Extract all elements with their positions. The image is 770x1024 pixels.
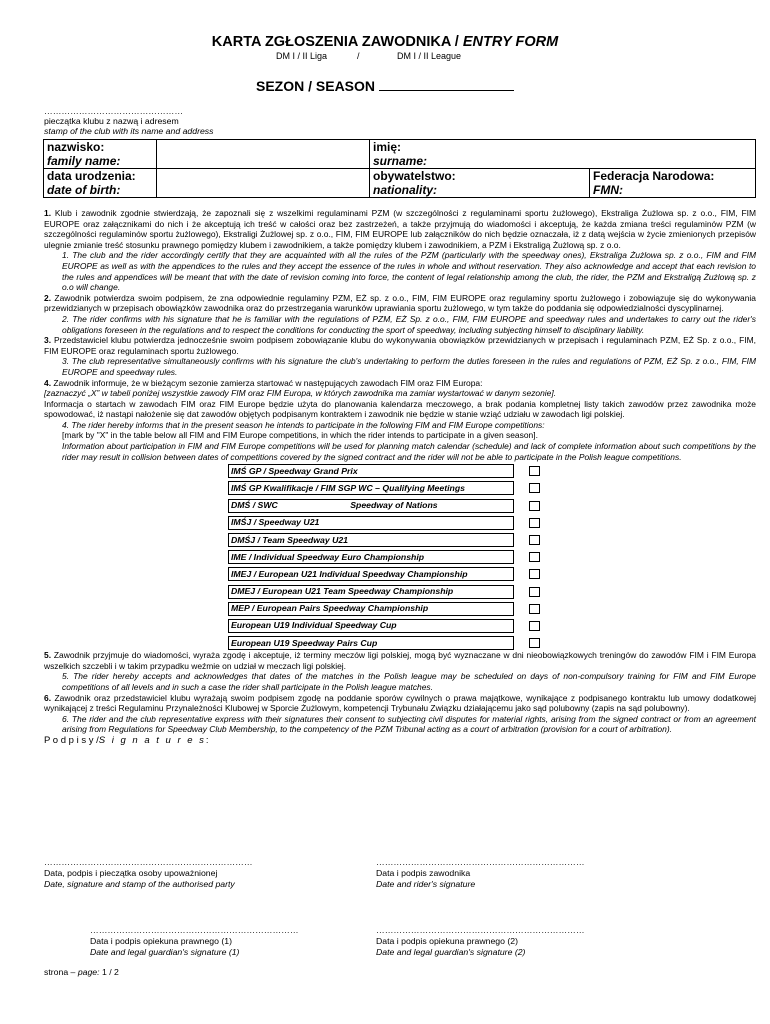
league-subtitle: DM I / II Liga / DM I / II League (276, 51, 462, 61)
rider-signature-label-en: Date and rider's signature (376, 879, 476, 889)
competition-name: European U19 Speedway Pairs Cup (229, 637, 514, 650)
competition-name: DMŚJ / Team Speedway U21 (229, 534, 514, 547)
clause-4-pl: 4. Zawodnik informuje, że w bieżącym sezonie zamierza startować w następujących zawodach FIM oraz FIM Europa: (44, 377, 483, 388)
competition-checkbox[interactable] (529, 587, 540, 597)
competition-name: DMŚ / SWC Speedway of Nations (229, 499, 514, 512)
season-label: SEZON / SEASON (256, 78, 376, 94)
competition-row (229, 499, 542, 512)
signature-dots: ……………………………………………………………… (376, 857, 585, 867)
competition-checkbox[interactable] (529, 552, 540, 562)
competition-name: IMEJ / European U21 Individual Speedway Championship (229, 568, 514, 581)
first-name-cell[interactable]: imię: surname: (370, 140, 756, 169)
competition-row (229, 516, 542, 529)
clause-1-pl: 1. Klub i zawodnik zgodnie stwierdzają, że zapoznali się z wszelkimi regulaminami PZM (w szczególności z regulaminami sportu żużlowego), Ekstraliga Żużlowa sp. z o.o., FIM, FIM EUROPE oraz załącznikami do nich i że akceptują ich treść w całości oraz bez zastrzeżeń, a także przyjmują do wiadomości i akceptują, że każda zmiana treści regulaminów PZM (w szczególności regulaminów sportu żużlowego), Ekstraligi Żużlowej sp. z o.o., FIM, FIM EUROPE lub załączników do nich będzie oznaczała, iż z datą wejścia w życie zmienionych przepisów ulegnie zmianie treść stosunku prawnego pomiędzy klubem i zawodnikiem, a także pomiędzy klubem i zawodnikiem, a PZM i Ekstraligą Żużlową sp. z o.o. (44, 208, 756, 250)
guardian-1-label-en: Date and legal guardian's signature (1) (90, 947, 240, 957)
signature-dots: ……………………………………………………………… (44, 857, 253, 867)
stamp-dots: ………………………………………… (44, 106, 183, 116)
competition-name: DMEJ / European U21 Team Speedway Championship (229, 585, 514, 598)
clause-6-en: 6. The rider and the club representative express with their signatures their consent to subjecting civil disputes for material rights, arising from the signed contract or from an agreement arising from Regulations for Speedway Club Membership, to the competency of the PZM Tribunal acting as a court of arbitration (provision for a court of arbitration). (62, 713, 756, 735)
rider-signature-block[interactable] (376, 857, 585, 890)
title-pl: KARTA ZGŁOSZENIA ZAWODNIKA / (211, 34, 459, 50)
competition-checkbox[interactable] (529, 621, 540, 631)
competition-row (229, 637, 542, 650)
page-footer: strona – page: 1 / 2 (44, 967, 119, 977)
competition-row (229, 551, 542, 564)
season-input-line[interactable] (379, 78, 514, 91)
first-name-label: imię: (373, 140, 402, 154)
clause-3-en: 3. The club representative simultaneously confirms with his signature the club's undertaking to perform the duties foreseen in the rules and regulations of PZM, EŻ Sp. z o.o., FIM, FIM EUROPE and speedway rules. (62, 356, 756, 377)
competition-name: MEP / European Pairs Speedway Championship (229, 602, 514, 615)
competition-checkbox[interactable] (529, 483, 540, 493)
competition-checkbox[interactable] (529, 518, 540, 528)
clauses (44, 208, 756, 746)
federation-cell[interactable]: Federacja Narodowa: FMN: (590, 169, 756, 198)
competition-name: IME / Individual Speedway Euro Championship (229, 551, 514, 564)
clause-5-en: 5. The rider hereby accepts and acknowledges that dates of the matches in the Polish league may be scheduled on days of non-compulsory training for FIM and FIM Europe competitions of all levels and in such a case the rider shall participate in the Polish league matches. (62, 671, 756, 692)
competition-checkbox[interactable] (529, 638, 540, 648)
title-en: ENTRY FORM (462, 34, 559, 50)
stamp-label-en: stamp of the club with its name and address (44, 126, 214, 136)
club-stamp-area (44, 106, 214, 136)
guardian-1-signature-block[interactable] (90, 925, 299, 958)
club-signature-block[interactable] (44, 857, 253, 890)
dob-label: data urodzenia: date of birth: (44, 169, 157, 198)
competition-name: European U19 Individual Speedway Cup (229, 619, 514, 632)
nationality-cell[interactable]: obywatelstwo: nationality: (370, 169, 590, 198)
competition-name: IMŚ GP / Speedway Grand Prix (229, 465, 514, 478)
clause-3-pl: 3. Przedstawiciel klubu potwierdza jednocześnie swoim podpisem zobowiązanie klubu do wykonywania obowiązków przewidzianych w przepisach i regulaminach PZM, EŻ Sp. z o.o., FIM, FIM EUROPE oraz regulaminach sportu żużlowego. (44, 335, 756, 356)
competition-row (229, 482, 542, 495)
competition-row (229, 602, 542, 615)
clause-2-pl: 2. Zawodnik potwierdza swoim podpisem, że zna odpowiednie regulaminy PZM, EŻ sp. z o.o., FIM, FIM EUROPE oraz regulaminy sportu żużlowego i zobowiązuje się do wykonywania przewidzianych w przepisach obowiązków zawodnika oraz do przestrzegania warunków uprawiania sportu żużlowego, w tym także do poddania się odpowiedzialności dyscyplinarnej. (44, 292, 756, 314)
competition-row (229, 568, 542, 581)
club-signature-label-en: Date, signature and stamp of the authorised party (44, 879, 235, 889)
family-name-field[interactable] (157, 140, 370, 169)
clause-4-pl-info: Informacja o startach w zawodach FIM oraz FIM Europe będzie użyta do planowania kalendarza meczowego, a brak podania kompletnej listy takich zawodów przez zawodnika może spowodować, iż nastąpi nałożenie się dat zawodów objętych podpisanym kontraktem i zawodnik nie będzie w stanie wziąć udziału w zawodach ligi polskiej. (44, 398, 756, 420)
competition-checkbox[interactable] (529, 604, 540, 614)
competition-checkbox[interactable] (529, 535, 540, 545)
season-field (256, 78, 514, 94)
signature-dots: ……………………………………………………………… (90, 925, 299, 935)
family-name-label: nazwisko: family name: (44, 140, 157, 169)
stamp-label-pl: pieczątka klubu z nazwą i adresem (44, 116, 179, 126)
dob-field[interactable] (157, 169, 370, 198)
rider-details-table (43, 139, 756, 198)
page-number: 1 / 2 (101, 967, 119, 977)
competition-row (229, 465, 542, 478)
clause-6-pl: 6. Zawodnik oraz przedstawiciel klubu wyrażają swoim podpisem zgodę na poddanie sporów cywilnych o prawa majątkowe, wynikające z podpisanego kontraktu lub umowy dodatkowej wynikającej z treści Regulaminu Przynależności Klubowej w Sporcie Żużlowym, kompetencji Trybunału Związku działającemu jako sąd polubowny (zapis na sąd polubowny). (44, 692, 756, 714)
competition-name: IMŚJ / Speedway U21 (229, 516, 514, 529)
page-title (0, 34, 770, 50)
guardian-1-label-pl: Data i podpis opiekuna prawnego (1) (90, 936, 232, 946)
guardian-2-signature-block[interactable] (376, 925, 585, 958)
competition-row (229, 585, 542, 598)
clause-4-en-instruction: [mark by "X" in the table below all FIM and FIM Europe competitions, in which the rider intends to participate in a given season]. (62, 430, 538, 441)
competition-checkbox[interactable] (529, 501, 540, 511)
competition-checkbox[interactable] (529, 466, 540, 476)
clause-1-en: 1. The club and the rider accordingly certify that they are acquainted with all the rules of the PZM (particularly with the speedway ones), Ekstraliga Żużlowa sp. z o.o., FIM and FIM EUROPE as well as with the appendices to the rules and they accept the essence of the rules in whole and without reservation. They also acknowledge and accept that each revision to the rules and appendices will be meant that with the date of revision coming into force, the content of legal relationship among the club, the rider, the PZM and Ekstraligą Żużlową sp. z o.o will change. (62, 250, 756, 293)
clause-4-pl-instruction: [zaznaczyć „X” w tabeli poniżej wszystkie zawody FIM oraz FIM Europa, w których zawodnika ma zamiar wystartować w danym sezonie]. (44, 388, 557, 399)
guardian-2-label-en: Date and legal guardian's signature (2) (376, 947, 526, 957)
competitions-table (228, 464, 541, 650)
competition-row (229, 534, 542, 547)
clause-5-pl: 5. Zawodnik przyjmuje do wiadomości, wyraża zgodę i akceptuje, iż terminy meczów ligi polskiej, mogą być wyznaczane w dni nieobowiązkowych treningów do zawodów FIM i FIM Europa wszelkich szczebli i w takim przypadku weźmie on udział w meczach ligi polskiej. (44, 650, 756, 671)
signature-dots: ……………………………………………………………… (376, 925, 585, 935)
clause-4-en-info: Information about participation in FIM and FIM Europe competitions will be used for planning match calendar (schedule) and lack of complete information about such competitions by the rider may result in collision between dates of competitions covered by the signed contract and the rider will not be able to participate in the Polish league competitions. (62, 441, 756, 462)
competition-name: IMŚ GP Kwalifikacje / FIM SGP WC – Qualifying Meetings (229, 482, 514, 495)
club-signature-label-pl: Data, podpis i pieczątka osoby upoważnionej (44, 868, 218, 878)
competition-checkbox[interactable] (529, 569, 540, 579)
signatures-heading: P o d p i s y /S i g n a t u r e s: (44, 734, 209, 746)
guardian-2-label-pl: Data i podpis opiekuna prawnego (2) (376, 936, 518, 946)
clause-2-en: 2. The rider confirms with his signature that he is familiar with the regulations of PZM, EŻ Sp. z o.o., FIM, FIM EUROPE and speedway rules and undertakes to carry out the rider's obligations foreseen in the regulations and to respect the conditions for conducting the sport of speedway, including subjecting himself to disciplinary liability. (62, 313, 756, 335)
competition-row (229, 619, 542, 632)
clause-4-en: 4. The rider hereby informs that in the present season he intends to participate in the following FIM and FIM Europe competitions: (62, 419, 545, 430)
rider-signature-label-pl: Data i podpis zawodnika (376, 868, 471, 878)
